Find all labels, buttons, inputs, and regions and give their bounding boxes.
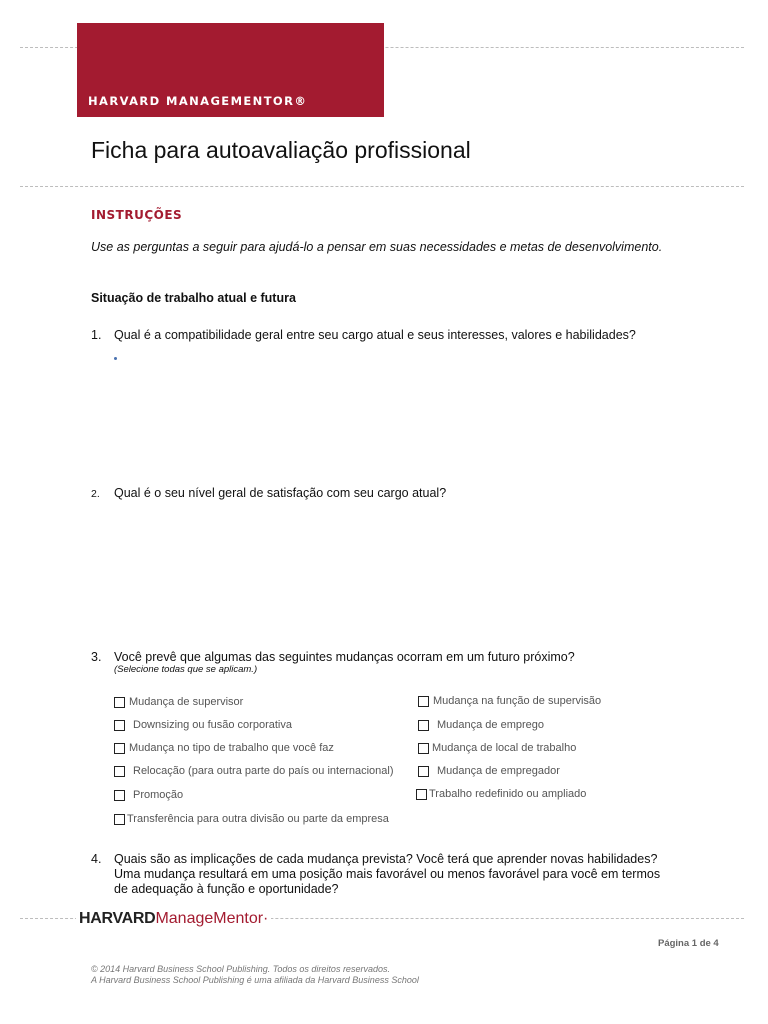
checkbox-employer-change[interactable] xyxy=(418,765,560,777)
checkbox-downsizing[interactable] xyxy=(114,719,292,731)
question-text: Qual é o seu nível geral de satisfação com seu cargo atual? xyxy=(114,486,447,500)
checkbox-workplace-change[interactable] xyxy=(418,742,576,754)
checkbox-icon[interactable] xyxy=(418,720,429,731)
footer-logo-bold: HARVARD xyxy=(79,910,156,927)
page-title: Ficha para autoavaliação profissional xyxy=(91,137,471,163)
checkbox-label: Downsizing ou fusão corporativa xyxy=(133,719,292,731)
question-text: Qual é a compatibilidade geral entre seu cargo atual e seus interesses, valores e habilidades? xyxy=(114,328,636,342)
checkbox-icon[interactable] xyxy=(418,696,429,707)
copyright xyxy=(91,964,419,986)
question-number: 3. xyxy=(91,650,102,664)
checkbox-promotion[interactable] xyxy=(114,789,183,801)
checkbox-label: Relocação (para outra parte do país ou internacional) xyxy=(133,765,394,777)
checkbox-icon[interactable] xyxy=(114,720,125,731)
copyright-line-1: © 2014 Harvard Business School Publishing. Todos os direitos reservados. xyxy=(91,964,390,974)
checkbox-label: Mudança de emprego xyxy=(437,719,545,731)
checkbox-supervisor-change[interactable] xyxy=(114,696,243,708)
checkbox-job-change[interactable] xyxy=(418,719,544,731)
section-heading: Situação de trabalho atual e futura xyxy=(91,291,296,305)
checkbox-relocation[interactable] xyxy=(114,765,394,777)
question-number: 2. xyxy=(91,488,100,500)
question-text: Quais são as implicações de cada mudança prevista? Você terá que aprender novas habilidades? Uma mudança resultará em uma posição mais favorável ou menos favorável para você em termos de adequação à função e oportunidade? xyxy=(114,852,661,896)
checkbox-label: Promoção xyxy=(133,789,184,801)
question-number: 1. xyxy=(91,328,102,342)
checkbox-redefined-work[interactable] xyxy=(416,788,586,800)
brand-banner xyxy=(77,23,384,117)
checkbox-transfer[interactable] xyxy=(114,813,389,825)
checkbox-icon[interactable] xyxy=(418,743,429,754)
checkbox-icon[interactable] xyxy=(114,814,125,825)
checkbox-label: Trabalho redefinido ou ampliado xyxy=(429,788,587,800)
title-divider xyxy=(20,186,744,187)
copyright-line-2: A Harvard Business School Publishing é uma afiliada da Harvard Business School xyxy=(91,975,419,985)
checkbox-supervision-role-change[interactable] xyxy=(418,695,601,707)
checkbox-icon[interactable] xyxy=(416,789,427,800)
checkbox-label: Mudança na função de supervisão xyxy=(433,695,602,707)
checkbox-label: Mudança no tipo de trabalho que você faz xyxy=(129,742,334,754)
instructions-heading: INSTRUÇÕES xyxy=(91,208,183,222)
checkbox-icon[interactable] xyxy=(114,766,125,777)
checkbox-icon[interactable] xyxy=(114,743,125,754)
question-text: Você prevê que algumas das seguintes mudanças ocorram em um futuro próximo? xyxy=(114,650,575,664)
checkbox-work-type-change[interactable] xyxy=(114,742,334,754)
checkbox-label: Mudança de supervisor xyxy=(129,696,244,708)
checkbox-label: Mudança de empregador xyxy=(437,765,560,777)
brand-name: HARVARD MANAGEMENTOR® xyxy=(88,94,308,108)
checkbox-label: Mudança de local de trabalho xyxy=(432,742,577,754)
checkbox-icon[interactable] xyxy=(418,766,429,777)
footer-logo-rest: ManageMentor· xyxy=(155,910,269,927)
checkbox-label: Transferência para outra divisão ou parte da empresa xyxy=(127,813,389,825)
footer-logo xyxy=(76,910,271,928)
instructions-text: Use as perguntas a seguir para ajudá-lo a pensar em suas necessidades e metas de desenvolvimento. xyxy=(91,240,663,254)
question-number: 4. xyxy=(91,852,102,866)
checkbox-icon[interactable] xyxy=(114,790,125,801)
question-note: (Selecione todas que se aplicam.) xyxy=(114,664,258,675)
answer-bullet[interactable] xyxy=(114,357,117,360)
page-number: Página 1 de 4 xyxy=(658,938,719,949)
checkbox-icon[interactable] xyxy=(114,697,125,708)
